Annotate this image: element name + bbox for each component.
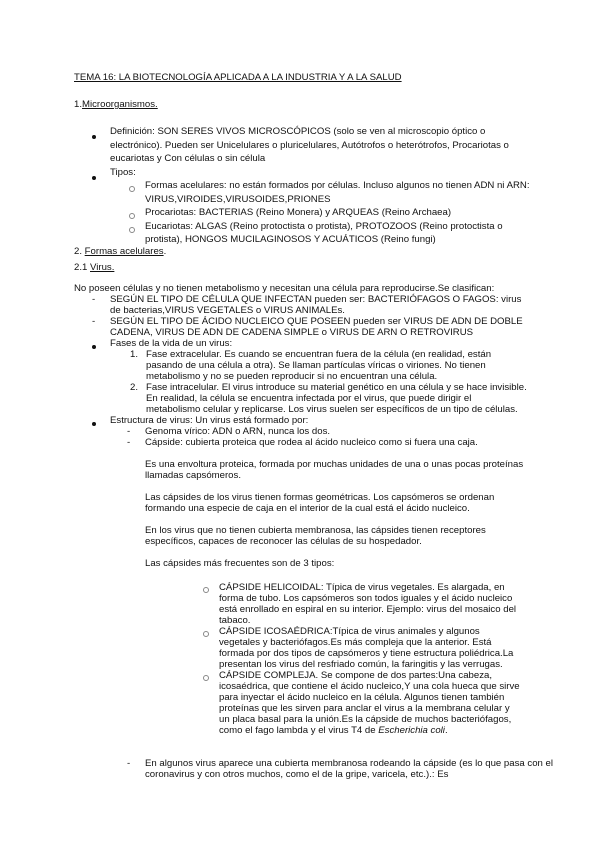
list-item-text: SEGÚN EL TIPO DE CÉLULA QUE INFECTAN pueden ser: BACTERIÓFAGOS O FAGOS: virus de bacterias,VIRUS VEGETALES o VIRUS ANIMALEs. [110, 294, 522, 316]
capside-tipo-item [219, 670, 521, 736]
list-item-text: Definición: SON SERES VIVOS MICROSCÓPICOS (solo se ven al microscopio óptico o electrónico). Pueden ser Unicelulares o pluricelulares, Autótrofos o heterótrofos, Procariotas o eucariotas y Con células o sin célula [110, 126, 509, 164]
list-item-tipos [110, 166, 535, 180]
estructura-subitem [127, 437, 525, 448]
capside-tipo-item [219, 582, 521, 626]
section-title: Virus. [90, 262, 115, 273]
list-item-text: En algunos virus aparece una cubierta membranosa rodeando la cápside (es lo que pasa con el coronavirus y con otros muchos, como el de la gripe, varicela, etc.).: Es [145, 758, 553, 780]
list-item-text: Eucariotas: ALGAS (Reino protoctista o protista), PROTOZOOS (Reino protoctista o protista), HONGOS MUCILAGINOSOS Y ACUÁTICOS (Reino fungi) [145, 220, 503, 245]
list-number: 1. [130, 349, 139, 360]
section-number: 2.1 [74, 262, 91, 273]
circle-bullet-icon [203, 631, 209, 637]
list-number: 2. [130, 382, 139, 393]
circle-bullet-icon [129, 186, 135, 192]
clasificacion-item [92, 316, 528, 338]
capside-paragraph: Las cápsides de los virus tienen formas geométricas. Los capsómeros se ordenan formando una especie de caja en el interior de la cual está el ácido nucleico. [145, 492, 495, 514]
capside-paragraph: Las cápsides más frecuentes son de 3 tipos: [145, 558, 335, 569]
bullet-icon [92, 422, 96, 426]
fase-item [130, 349, 528, 382]
list-item-text: SEGÚN EL TIPO DE ÁCIDO NUCLEICO QUE POSEEN pueden ser VIRUS DE ADN DE DOBLE CADENA, VIRUS DE ADN DE CADENA SIMPLE o VIRUS DE ARN O RETROVIRUS [110, 316, 523, 338]
tipo-item [145, 179, 535, 206]
list-item-text: Fases de la vida de un virus: [110, 338, 233, 349]
dash-icon: - [127, 426, 131, 437]
section-2-1-heading [74, 262, 114, 273]
clasificacion-item [92, 294, 528, 316]
circle-bullet-icon [203, 675, 209, 681]
list-item-text: Fase intracelular. El virus introduce su material genético en una célula y se hace invisible. En realidad, la célula se encuentra infectada por el virus, que puede dirigir el metabolismo celular y replicarse. Los virus suelen ser específicos de un tipo de células. [146, 382, 527, 415]
list-item-text: Genoma vírico: ADN o ARN, nunca los dos. [145, 426, 331, 437]
list-item-text: Tipos: [110, 166, 136, 178]
list-item-text: Cápside: cubierta proteica que rodea al ácido nucleico como si fuera una caja. [145, 437, 478, 448]
document-title: TEMA 16: LA BIOTECNOLOGÍA APLICADA A LA INDUSTRIA Y A LA SALUD [74, 72, 402, 83]
section-number: 2. [74, 246, 85, 257]
list-item-definicion [110, 125, 535, 166]
estructura-item [110, 415, 528, 426]
tipo-item [145, 206, 535, 220]
list-item-text: Procariotas: BACTERIAS (Reino Monera) y ARQUEAS (Reino Archaea) [145, 207, 452, 218]
section-2-heading [74, 246, 166, 257]
section-1-heading [74, 99, 158, 110]
estructura-subitem [127, 426, 525, 437]
fases-item [110, 338, 528, 349]
capside-paragraph: Es una envoltura proteica, formada por muchas unidades de una o unas pocas proteínas llamadas capsómeros. [145, 459, 524, 481]
punctuation: . [444, 725, 448, 736]
circle-bullet-icon [129, 227, 135, 233]
dash-icon: - [127, 758, 131, 769]
species-name: Escherichia coli [378, 725, 445, 736]
section-title: Formas acelulares [84, 246, 164, 257]
bullet-icon [92, 176, 96, 180]
bullet-icon [92, 345, 96, 349]
list-item-text: Formas acelulares: no están formados por células. Incluso algunos no tienen ADN ni ARN: VIRUS,VIROIDES,VIRUSOIDES,PRIONES [145, 180, 530, 205]
dash-icon: - [92, 294, 96, 305]
list-item-text: Estructura de virus: Un virus está formado por: [110, 415, 309, 426]
membranosa-item [127, 758, 560, 780]
bullet-icon [92, 135, 96, 139]
capside-tipo-item [219, 626, 521, 670]
list-item-text: CÁPSIDE COMPLEJA. Se compone de dos partes:Una cabeza, icosaédrica, que contiene el ácido nucleico,Y una cola hueca que sirve para inyectar el ácido nucleico en la célula. Algunos tienen también proteínas que les sirven para anclar el virus a la membrana celular y un placa basal para la unión.Es la cápside de muchos bacteriófagos, como el fago lambda y el virus T4 de [219, 670, 520, 736]
capside-paragraph: En los virus que no tienen cubierta membranosa, las cápsides tienen receptores específicos, capaces de reconocer las células de su hospedador. [145, 525, 486, 547]
section-title: Microorganismos. [82, 99, 158, 110]
dash-icon: - [127, 437, 131, 448]
list-item-text: Fase extracelular. Es cuando se encuentran fuera de la célula (en realidad, están pasando de una célula a otra). Se llaman partículas víricas o viriones. No tienen metabolismo y no se pueden reproducir si no encuentran una célula. [146, 349, 492, 382]
list-item-text: CÁPSIDE ICOSAÉDRICA:Típica de virus animales y algunos vegetales y bacteriófagos.Es más compleja que la anterior. Está formada por dos tipos de capsómeros y tiene estructura poliédrica.La presentan los virus del resfriado común, la faringitis y las verrugas. [219, 626, 514, 670]
circle-bullet-icon [203, 587, 209, 593]
section-1-list [110, 125, 535, 247]
virus-body [74, 283, 553, 780]
list-item-text: CÁPSIDE HELICOIDAL: Típica de virus vegetales. Es alargada, en forma de tubo. Los capsómeros son todos iguales y el ácido nucleico está enrollado en espiral en su interior. Ejemplo: virus del mosaico del tabaco. [219, 582, 517, 626]
fase-item [130, 382, 528, 415]
circle-bullet-icon [129, 213, 135, 219]
section-number: 1. [74, 99, 83, 110]
punctuation: . [163, 246, 167, 257]
tipo-item [145, 220, 535, 247]
dash-icon: - [92, 316, 96, 327]
intro-paragraph: No poseen células y no tienen metabolismo y necesitan una célula para reproducirse.Se clasifican: [74, 283, 495, 294]
